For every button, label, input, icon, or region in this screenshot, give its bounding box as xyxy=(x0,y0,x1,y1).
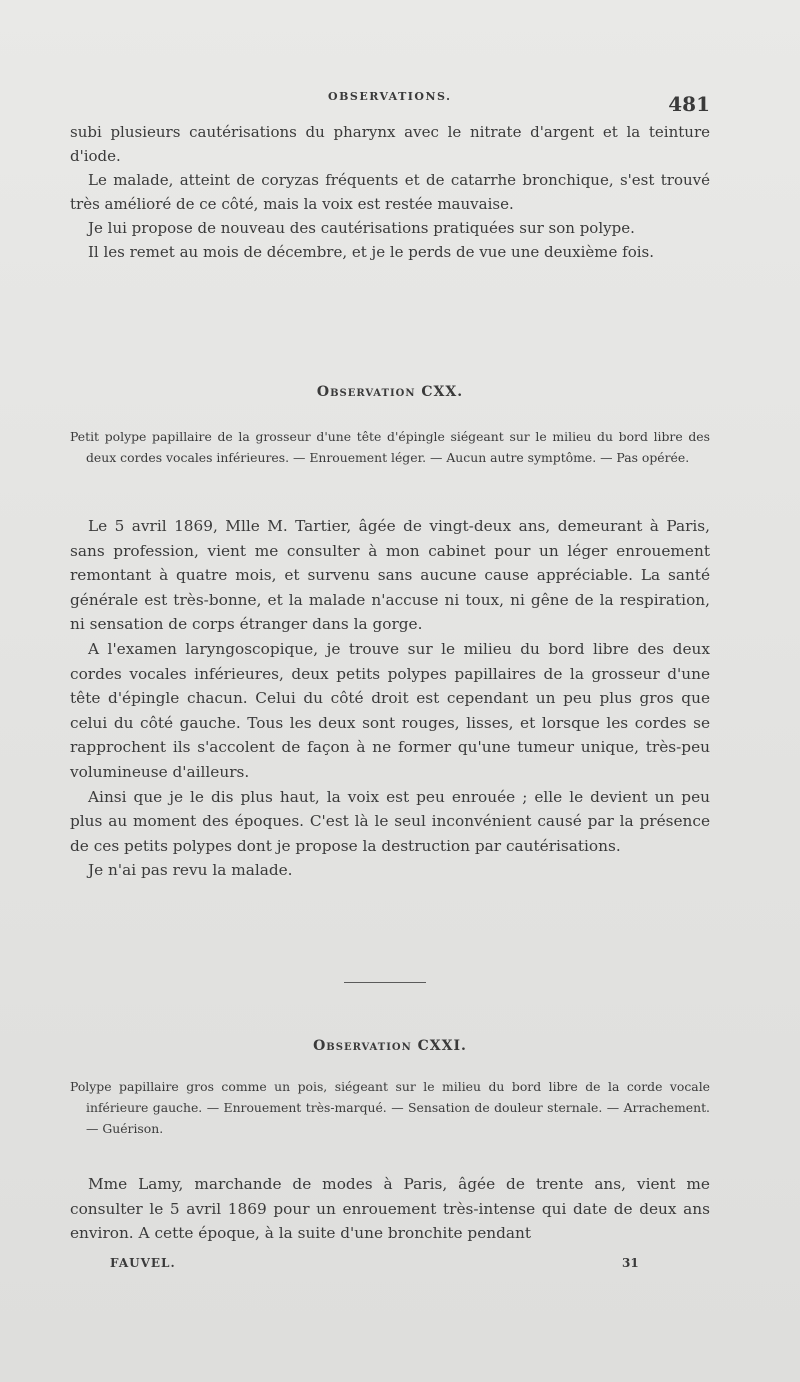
printer-signature: FAUVEL. xyxy=(110,1256,176,1270)
observation-121-title: Observation CXXI. xyxy=(313,1038,467,1054)
section-separator xyxy=(344,982,426,983)
paragraph: A l'examen laryngoscopique, je trouve sur le milieu du bord libre des deux cordes vocales inférieures, deux petits polypes papillaires de la grosseur d'une tête d'épingle chacun. Celui du côté droit est cependant un peu plus gros que celui du côté gauche. Tous les deux sont rouges, lisses, et lorsque les cordes se rapprochent ils s'accolent de façon à ne former qu'une tumeur unique, très-peu volumineuse d'ailleurs. xyxy=(70,639,710,781)
running-head: OBSERVATIONS. xyxy=(328,90,452,103)
paragraph: Je lui propose de nouveau des cautérisations pratiquées sur son polype. xyxy=(88,219,635,237)
observation-121-body xyxy=(70,1172,710,1246)
paragraph: Mme Lamy, marchande de modes à Paris, âgée de trente ans, vient me consulter le 5 avril 1869 pour un enrouement très-intense qui date de deux ans environ. A cette époque, à la suite d'une bronchite pendant xyxy=(70,1175,710,1243)
paragraph: Le malade, atteint de coryzas fréquents et de catarrhe bronchique, s'est trouvé très amélioré de ce côté, mais la voix est restée mauvaise. xyxy=(70,171,710,213)
observation-120-summary: Petit polype papillaire de la grosseur d'une tête d'épingle siégeant sur le milieu du bord libre des deux cordes vocales inférieures. — Enrouement léger. — Aucun autre symptôme. — Pas opérée. xyxy=(70,429,710,465)
paragraph: Le 5 avril 1869, Mlle M. Tartier, âgée de vingt-deux ans, demeurant à Paris, sans profession, vient me consulter à mon cabinet pour un léger enrouement remontant à quatre mois, et survenu sans aucune cause appréciable. La santé générale est très-bonne, et la malade n'accuse ni toux, ni gêne de la respiration, ni sensation de corps étranger dans la gorge. xyxy=(70,517,710,634)
page-header xyxy=(70,88,710,118)
page-number: 481 xyxy=(668,92,710,116)
paragraph: Ainsi que je le dis plus haut, la voix est peu enrouée ; elle le devient un peu plus au moment des époques. C'est là le seul inconvénient causé par la présence de ces petits polypes dont je propose la destruction par cautérisations. xyxy=(70,787,710,855)
paragraph: subi plusieurs cautérisations du pharynx avec le nitrate d'argent et la teinture d'iode. xyxy=(70,123,710,165)
paragraph: Il les remet au mois de décembre, et je le perds de vue une deuxième fois. xyxy=(88,243,654,261)
sheet-number: 31 xyxy=(622,1256,639,1270)
observation-121-summary: Polype papillaire gros comme un pois, siégeant sur le milieu du bord libre de la corde vocale inférieure gauche. — Enrouement très-marqué. — Sensation de douleur sternale. — Arrachement. — Guérison. xyxy=(70,1079,710,1136)
paragraph: Je n'ai pas revu la malade. xyxy=(88,861,293,880)
observation-120-title: Observation CXX. xyxy=(316,384,464,400)
observation-120-body xyxy=(70,514,710,883)
continuation-text xyxy=(70,120,710,264)
